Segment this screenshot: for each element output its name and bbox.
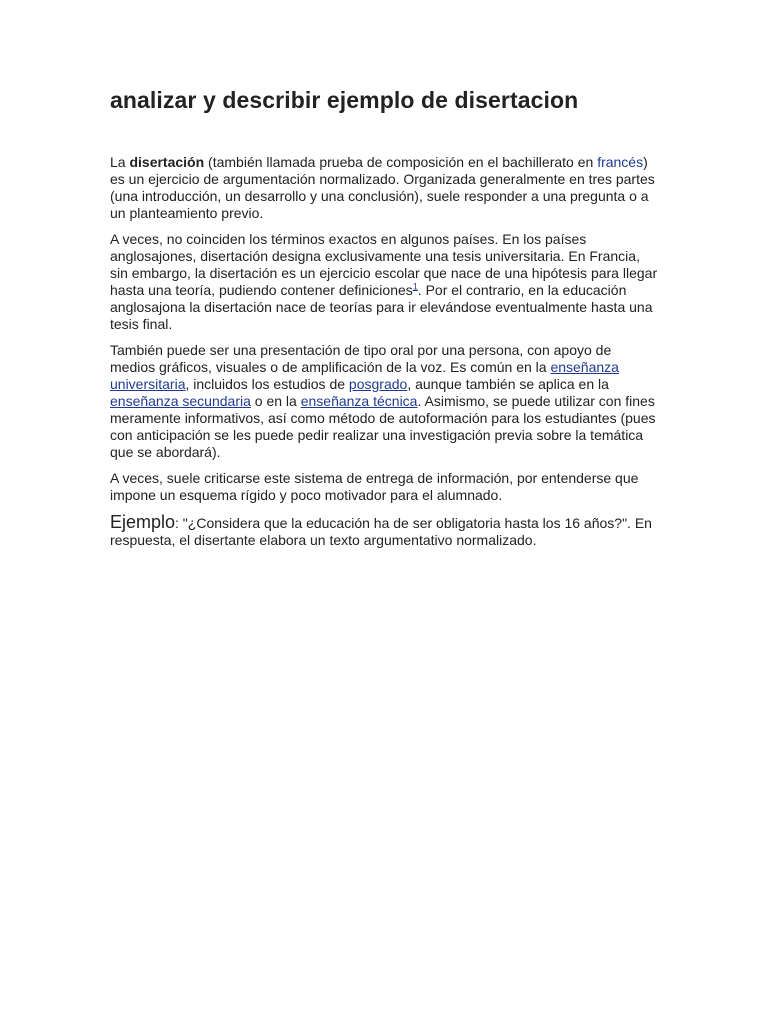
- text-span: La: [110, 154, 130, 170]
- text-span: , incluidos los estudios de: [185, 376, 349, 392]
- text-span: . Asimismo, se puede utilizar con fines meramente informativos, así como método de autoformación para los estudiantes (pues con anticipación se les puede pedir realizar una investigación previa sobre la temática que se abordará).: [110, 393, 656, 460]
- footnote-ref-link[interactable]: 1: [412, 281, 418, 292]
- link-posgrado[interactable]: posgrado: [348, 376, 408, 392]
- text-span: También puede ser una presentación de tipo oral por una persona, con apoyo de medios gráficos, visuales o de amplificación de la voz. Es común en la: [110, 342, 612, 375]
- paragraph-terms: [110, 231, 658, 333]
- page-title: analizar y describir ejemplo de disertacion: [110, 87, 579, 113]
- bold-term: disertación: [129, 154, 205, 170]
- example-text: : "¿Considera que la educación ha de ser obligatoria hasta los 16 años?". En respuesta, el disertante elabora un texto argumentativo normalizado.: [110, 515, 652, 548]
- paragraph-example: [110, 514, 658, 549]
- link-ensenanza-secundaria[interactable]: enseñanza secundaria: [110, 393, 251, 409]
- text-span: . Por el contrario, en la educación anglosajona la disertación nace de teorías para ir elevándose eventualmente hasta una tesis final.: [110, 282, 653, 332]
- paragraph-criticism: [110, 470, 658, 504]
- text-span: ) es un ejercicio de argumentación normalizado. Organizada generalmente en tres partes (una introducción, un desarrollo y una conclusión), suele responder a una pregunta o a un planteamiento previo.: [110, 154, 655, 221]
- example-label: Ejemplo: [110, 512, 176, 532]
- link-ensenanza-tecnica[interactable]: enseñanza técnica: [300, 393, 418, 409]
- text-span: o en la: [250, 393, 301, 409]
- paragraph-oral: [110, 342, 658, 461]
- text-span: A veces, suele criticarse este sistema de entrega de información, por entenderse que impone un esquema rígido y poco motivador para el alumnado.: [110, 470, 639, 503]
- text-span: A veces, no coinciden los términos exactos en algunos países. En los países anglosajones, disertación designa exclusivamente una tesis universitaria. En Francia, sin embargo, la disertación es un ejercicio escolar que nace de una hipótesis para llegar hasta una teoría, pudiendo contener definiciones: [110, 231, 658, 298]
- link-ensenanza-universitaria[interactable]: enseñanza universitaria: [110, 359, 619, 392]
- text-span: (también llamada prueba de composición en el bachillerato en: [204, 154, 598, 170]
- link-frances[interactable]: francés: [597, 154, 644, 170]
- document-page: [110, 84, 658, 558]
- paragraph-intro: [110, 154, 658, 222]
- text-span: , aunque también se aplica en la: [407, 376, 609, 392]
